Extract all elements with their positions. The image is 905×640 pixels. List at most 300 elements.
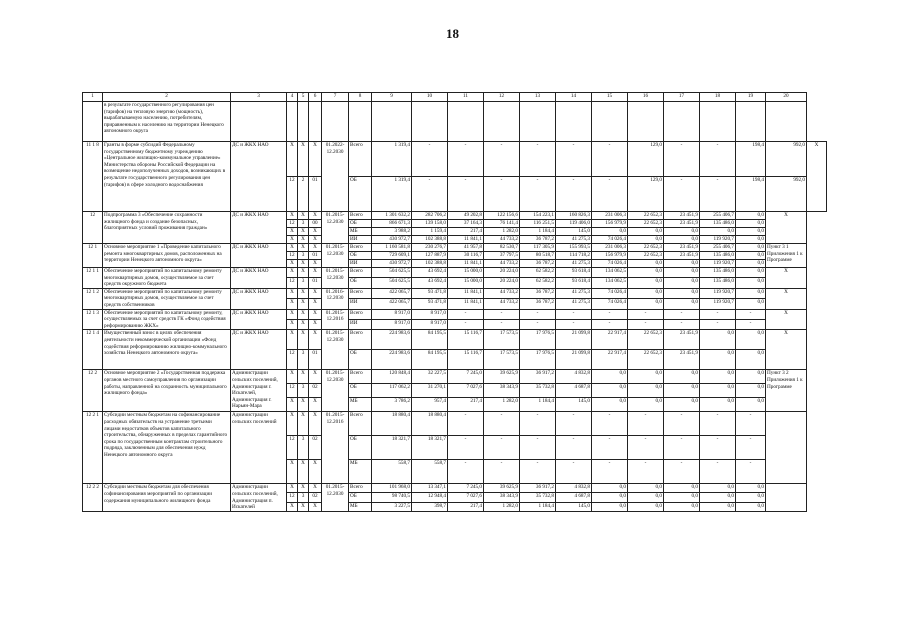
amount-cell: 0,0 [736,384,766,398]
funding-source-cell: ОБ [349,220,372,228]
amount-cell: 0,0 [700,384,736,398]
amount-cell: 43 692,4 [412,268,448,278]
amount-cell: - [700,460,736,484]
empty-cell [556,102,592,142]
amount-cell: 36 787,2 [520,299,556,309]
amount-cell: 101 968,0 [372,484,412,493]
row-number-cell: 12 2 1 [83,412,103,484]
amount-cell: 430 972,7 [372,236,412,244]
row-number-cell: 12 1 2 [83,288,103,309]
amount-cell: 0,0 [664,384,700,398]
amount-cell: 119 920,7 [700,299,736,309]
budget-code-cell: X [287,502,298,511]
amount-cell: 1 319,4 [372,177,412,212]
amount-cell: - [736,460,766,484]
amount-cell: 8 917,0 [372,319,412,329]
amount-cell: 422 065,7 [372,288,412,298]
row-executor: ДС и ЖКХ НАО [231,330,287,370]
amount-cell: 7 245,0 [448,484,484,493]
funding-source-cell: ОБ [349,177,372,212]
amount-cell: 1 160 581,8 [372,244,412,252]
budget-code-cell: X [309,460,322,484]
amount-cell: 992,0 [766,177,807,212]
amount-cell: 198,4 [736,142,766,177]
column-number-cell: 14 [556,93,592,102]
amount-cell: 0,0 [592,398,628,412]
budget-code-cell: X [287,260,298,268]
column-number-cell: 13 [520,93,556,102]
budget-code-cell: X [309,299,322,309]
row-description: Основное мероприятие 2 «Государственная поддержка органов местного самоуправления по организации работы, направленной на сохранность муниципального жилищного фонда» [103,370,231,412]
amount-cell: 21 099,8 [556,350,592,370]
funding-source-cell: МБ [349,502,372,511]
amount-cell: - [484,412,520,436]
amount-cell: - [628,319,664,329]
amount-cell: - [448,460,484,484]
amount-cell: 0,0 [628,299,664,309]
amount-cell: 0,0 [736,288,766,298]
row-description: Имущественный взнос в целях обеспечения деятельности некоммерческой организации «Фонд содействия реформированию жилищно-коммунального хозяйства Ненецкого автономного округа» [103,330,231,370]
amount-cell: - [700,319,736,329]
amount-cell: 154 223,1 [520,212,556,220]
amount-cell: 82 530,7 [484,244,520,252]
amount-cell: - [664,309,700,319]
amount-cell: 76 141,4 [484,220,520,228]
amount-cell: 23 451,9 [664,252,700,260]
row-note [766,484,807,511]
row-number-cell [83,102,103,142]
amount-cell: 116 251,5 [520,220,556,228]
amount-cell: 36 917,2 [520,484,556,493]
budget-code-cell: X [298,236,309,244]
amount-cell: 0,0 [664,370,700,384]
budget-code-cell: X [287,142,298,177]
amount-cell: - [592,142,628,177]
funding-source-cell: Всего [349,244,372,252]
row-number-cell: 12 [83,212,103,244]
amount-cell: 0,0 [700,502,736,511]
amount-cell: 93 471,8 [412,288,448,298]
amount-cell: 0,0 [736,299,766,309]
amount-cell: 0,0 [736,236,766,244]
amount-cell: - [664,177,700,212]
amount-cell: - [592,177,628,212]
amount-cell: 1 184,4 [520,228,556,236]
row-executor: Администрации сельских поселений [231,412,287,484]
amount-cell: 22 652,3 [628,330,664,350]
amount-cell: 127 887,9 [412,252,448,260]
row-period: 01.2015-12.2030 [322,268,349,289]
amount-cell: 23 451,9 [664,330,700,350]
row-number-cell: 12 2 2 [83,484,103,511]
amount-cell: 0,0 [628,288,664,298]
amount-cell: 0,0 [736,330,766,350]
budget-code-cell: X [309,268,322,278]
column-number-cell: 1 [83,93,103,102]
budget-code-cell: 01 [309,177,322,212]
amount-cell: 4 687,8 [556,493,592,502]
budget-code-cell: X [309,309,322,319]
amount-cell: 558,7 [372,460,412,484]
row-executor: Администрации сельских поселений, Администрация п. Искателей [231,484,287,511]
row-note: X [807,142,827,212]
amount-cell: 41 957,8 [448,244,484,252]
funding-source-cell: ИИ [349,260,372,268]
budget-code-cell: X [309,398,322,412]
row-number-cell: 12 1 1 [83,268,103,289]
amount-cell: 23 451,9 [664,244,700,252]
budget-code-cell: 2 [298,177,309,212]
amount-cell: 0,0 [664,502,700,511]
amount-cell: - [448,436,484,460]
amount-cell: - [664,436,700,460]
amount-cell: 8 917,0 [412,309,448,319]
amount-cell: 558,7 [412,460,448,484]
budget-code-cell: X [298,319,309,329]
row-executor: ДС и ЖКХ НАО [231,244,287,268]
budget-code-cell: 00 [309,220,322,228]
budget-code-cell: X [287,212,298,220]
row-number-cell: 12 1 4 [83,330,103,370]
budget-code-cell: X [309,236,322,244]
budget-code-cell: X [298,460,309,484]
column-number-cell: 19 [736,93,766,102]
amount-cell: 7 245,0 [448,370,484,384]
budget-code-cell: 3 [298,350,309,370]
amount-cell: - [520,412,556,436]
amount-cell: 0,0 [700,228,736,236]
budget-code-cell: X [298,412,309,436]
amount-cell: 231 006,3 [592,212,628,220]
amount-cell: 35 732,8 [520,384,556,398]
amount-cell: - [592,436,628,460]
page-number: 18 [446,26,459,41]
amount-cell: - [484,142,520,177]
row-period: 01.2015-12.2030 [322,330,349,370]
budget-code-cell: X [287,484,298,493]
amount-cell: 1 159,4 [412,228,448,236]
column-number-cell: 2 [103,93,231,102]
amount-cell: 0,0 [664,299,700,309]
amount-cell: 8 917,0 [412,319,448,329]
amount-cell: 84 195,5 [412,330,448,350]
amount-cell: 117 062,2 [372,384,412,398]
amount-cell: - [736,319,766,329]
amount-cell: 0,0 [700,493,736,502]
amount-cell: 866 671,3 [372,220,412,228]
row-number-cell: 12 1 [83,244,103,268]
budget-code-cell: 01 [309,278,322,288]
budget-code-cell: 3 [298,436,309,460]
amount-cell: 11 841,1 [448,299,484,309]
empty-cell [298,102,309,142]
empty-cell [736,102,766,142]
amount-cell: 139 158,0 [412,220,448,228]
row-period: 01.2016-12.2030 [322,288,349,309]
amount-cell: 18 880,4 [372,412,412,436]
table-row [83,330,827,350]
empty-cell [592,102,628,142]
empty-cell [664,102,700,142]
funding-source-cell: МБ [349,460,372,484]
row-note: Пункт 3 1 Приложения 1 к Программе [766,244,807,268]
amount-cell: 134 062,5 [592,278,628,288]
row-period: 01.2015-12.2030 [322,484,349,511]
row-executor: ДС и ЖКХ НАО [231,268,287,289]
amount-cell: - [520,142,556,177]
row-period: 01.2015-12.2030 [322,244,349,268]
amount-cell: 217,4 [448,398,484,412]
budget-code-cell: 02 [309,493,322,502]
budget-code-cell: X [298,244,309,252]
budget-code-cell: 12 [287,493,298,502]
budget-code-cell: 12 [287,177,298,212]
amount-cell: 74 026,4 [592,299,628,309]
budget-code-cell: 3 [298,493,309,502]
amount-cell: 39 625,9 [484,484,520,493]
amount-cell: 17 976,5 [520,330,556,350]
amount-cell: - [700,142,736,177]
budget-code-cell: X [298,260,309,268]
funding-source-cell: Всего [349,370,372,384]
amount-cell: 0,0 [736,228,766,236]
amount-cell: 0,0 [700,350,736,370]
budget-code-cell: X [298,484,309,493]
amount-cell: 145,0 [556,502,592,511]
budget-code-cell: X [298,299,309,309]
row-period: 01.2022-12.2030 [322,142,349,212]
funding-source-cell: Всего [349,268,372,278]
amount-cell: 0,0 [592,228,628,236]
funding-source-cell: ИИ [349,319,372,329]
amount-cell: 74 026,4 [592,260,628,268]
amount-cell: 135 486,0 [700,268,736,278]
amount-cell: - [700,412,736,436]
amount-cell: 41 275,3 [556,260,592,268]
column-number-cell: 16 [628,93,664,102]
budget-code-cell: 3 [298,220,309,228]
budget-code-cell: X [287,370,298,384]
budget-code-cell: X [287,309,298,319]
amount-cell: 7 027,6 [448,493,484,502]
amount-cell: 1 184,4 [520,502,556,511]
amount-cell: - [664,142,700,177]
amount-cell: 0,0 [628,278,664,288]
amount-cell: 15 000,0 [448,278,484,288]
amount-cell: 0,0 [628,228,664,236]
budget-code-cell: X [298,268,309,278]
amount-cell: - [664,412,700,436]
table-row [83,212,827,220]
amount-cell: 0,0 [736,484,766,493]
amount-cell: 44 733,2 [484,288,520,298]
amount-cell: 255 406,7 [700,244,736,252]
amount-cell: 41 275,3 [556,236,592,244]
amount-cell: 156 979,9 [592,220,628,228]
amount-cell: 18 321,7 [412,436,448,460]
amount-cell: 4 832,8 [556,484,592,493]
column-number-cell: 4 [287,93,298,102]
amount-cell: 155 993,5 [556,244,592,252]
row-number-cell: 11 1 8 [83,142,103,212]
amount-cell: - [556,460,592,484]
amount-cell: 0,0 [736,268,766,278]
empty-cell [700,102,736,142]
amount-cell: 12 948,4 [412,493,448,502]
amount-cell: 0,0 [664,278,700,288]
table-row [83,309,827,319]
budget-code-cell: X [298,212,309,220]
amount-cell: 0,0 [664,398,700,412]
amount-cell: - [484,177,520,212]
row-note: Пункт 3 2 Приложения 1 к Программе [766,370,807,412]
amount-cell: 0,0 [700,330,736,350]
budget-code-cell: X [298,370,309,384]
amount-cell: 0,0 [628,398,664,412]
row-description: Субсидии местным бюджетам на софинансирование расходных обязательств на устранение третьими лицами недостатков объектов капитального строительства, обнаруженных в пределах гарантийного срока по государственным контрактам строительного подряда, заключенным для обеспечения нужд Ненецкого автономного округа [103,412,231,484]
budget-code-cell: X [309,244,322,252]
budget-code-cell: 12 [287,350,298,370]
amount-cell: 1 282,0 [484,398,520,412]
amount-cell: 80 518,7 [520,252,556,260]
amount-cell: - [412,142,448,177]
amount-cell: - [484,309,520,319]
amount-cell: 62 582,2 [520,268,556,278]
amount-cell: 230 276,7 [412,244,448,252]
amount-cell: 15 116,7 [448,350,484,370]
amount-cell: 114 718,2 [556,252,592,260]
amount-cell: 224 983,6 [372,330,412,350]
budget-code-cell: 02 [309,436,322,460]
amount-cell: 22 652,3 [628,212,664,220]
funding-source-cell: Всего [349,330,372,350]
empty-cell [309,102,322,142]
amount-cell: 93 471,8 [412,299,448,309]
amount-cell: 38 343,9 [484,384,520,398]
amount-cell: 11 841,1 [448,288,484,298]
amount-cell: 0,0 [736,370,766,384]
empty-cell [412,102,448,142]
amount-cell: 22 652,3 [628,252,664,260]
amount-cell: - [448,319,484,329]
amount-cell: 17 573,5 [484,330,520,350]
amount-cell: 93 618,4 [556,278,592,288]
funding-source-cell: ОБ [349,493,372,502]
empty-cell [372,102,412,142]
amount-cell: 23 451,9 [664,220,700,228]
row-description: Субсидии местным бюджетам для обеспечения софинансирования мероприятий по организации содержания муниципального жилищного фонда [103,484,231,511]
amount-cell: - [628,309,664,319]
funding-source-cell: ИИ [349,236,372,244]
budget-code-cell: X [287,398,298,412]
funding-source-cell: ИИ [349,299,372,309]
amount-cell: 119 920,7 [700,260,736,268]
budget-code-cell: 12 [287,278,298,288]
amount-cell: 37 797,5 [484,252,520,260]
amount-cell: 135 486,0 [700,278,736,288]
column-number-cell: 7 [322,93,349,102]
amount-cell: 3 227,5 [372,502,412,511]
funding-source-cell: Всего [349,288,372,298]
row-description: в результате государственного регулирования цен (тарифов) на тепловую энергию (мощность), вырабатываемую населению, потребителям, приравненным к населению на территории Ненецкого автономного округа [103,102,231,142]
funding-source-cell: МБ [349,398,372,412]
amount-cell: 0,0 [664,288,700,298]
amount-cell: 1 282,0 [484,228,520,236]
funding-source-cell: ОБ [349,350,372,370]
amount-cell: 122 156,6 [484,212,520,220]
amount-cell: 23 451,9 [664,212,700,220]
budget-code-cell: X [298,502,309,511]
budget-code-cell: 12 [287,384,298,398]
funding-source-cell: ОБ [349,278,372,288]
amount-cell: 398,7 [412,502,448,511]
amount-cell: 98 740,5 [372,493,412,502]
row-description: Обеспечение мероприятий по капитальному ремонту многоквартирных домов, осуществляемое за счет средств окружного бюджета [103,268,231,289]
budget-code-cell: 3 [298,278,309,288]
column-number-cell: 18 [700,93,736,102]
amount-cell: 0,0 [736,350,766,370]
amount-cell: 31 270,1 [412,384,448,398]
column-number-cell: 17 [664,93,700,102]
budget-code-cell: X [309,502,322,511]
amount-cell: - [520,177,556,212]
budget-code-cell: X [309,319,322,329]
empty-cell [520,102,556,142]
amount-cell: 0,0 [628,268,664,278]
funding-source-cell: Всего [349,212,372,220]
amount-cell: 0,0 [736,493,766,502]
amount-cell: 224 983,6 [372,350,412,370]
amount-cell: 102 388,8 [412,236,448,244]
amount-cell: 129,0 [628,142,664,177]
budget-code-cell: X [298,228,309,236]
amount-cell: 0,0 [628,384,664,398]
budget-code-cell: X [309,228,322,236]
budget-code-cell: X [287,244,298,252]
amount-cell: 43 692,4 [412,278,448,288]
amount-cell: - [700,436,736,460]
row-description: Гранты в форме субсидий Федеральному государственному бюджетному учреждению «Центральное жилищно-коммунальное управление» Министерства обороны Российской Федерации на возмещение недополученных доходов, возникающих в результате государственного регулирования цен (тарифов) в сфере холодного водоснабжения [103,142,231,212]
amount-cell: 13 347,1 [412,484,448,493]
budget-code-cell: 12 [287,252,298,260]
amount-cell: - [448,177,484,212]
budget-code-cell: 01 [309,350,322,370]
amount-cell: 0,0 [664,260,700,268]
amount-cell: 18 880,4 [412,412,448,436]
empty-cell [287,102,298,142]
budget-code-cell: X [298,309,309,319]
table-row [83,142,827,177]
amount-cell: - [484,319,520,329]
row-number-cell: 12 1 3 [83,309,103,330]
amount-cell: 0,0 [628,370,664,384]
amount-cell: 0,0 [628,236,664,244]
amount-cell: 0,0 [736,398,766,412]
budget-code-cell: X [309,370,322,384]
budget-table [82,92,827,512]
amount-cell: - [556,436,592,460]
amount-cell: 119 920,7 [700,236,736,244]
row-description: Подпрограмма 3 «Обеспечение сохранности жилищного фонда и создание безопасных, благоприятных условий проживания граждан» [103,212,231,244]
column-number-cell: 20 [766,93,807,102]
table-row [83,268,827,278]
amount-cell: - [520,319,556,329]
amount-cell: - [700,177,736,212]
amount-cell: 0,0 [628,484,664,493]
amount-cell: 4 687,8 [556,384,592,398]
amount-cell: 36 917,2 [520,370,556,384]
amount-cell: 119 406,0 [556,220,592,228]
